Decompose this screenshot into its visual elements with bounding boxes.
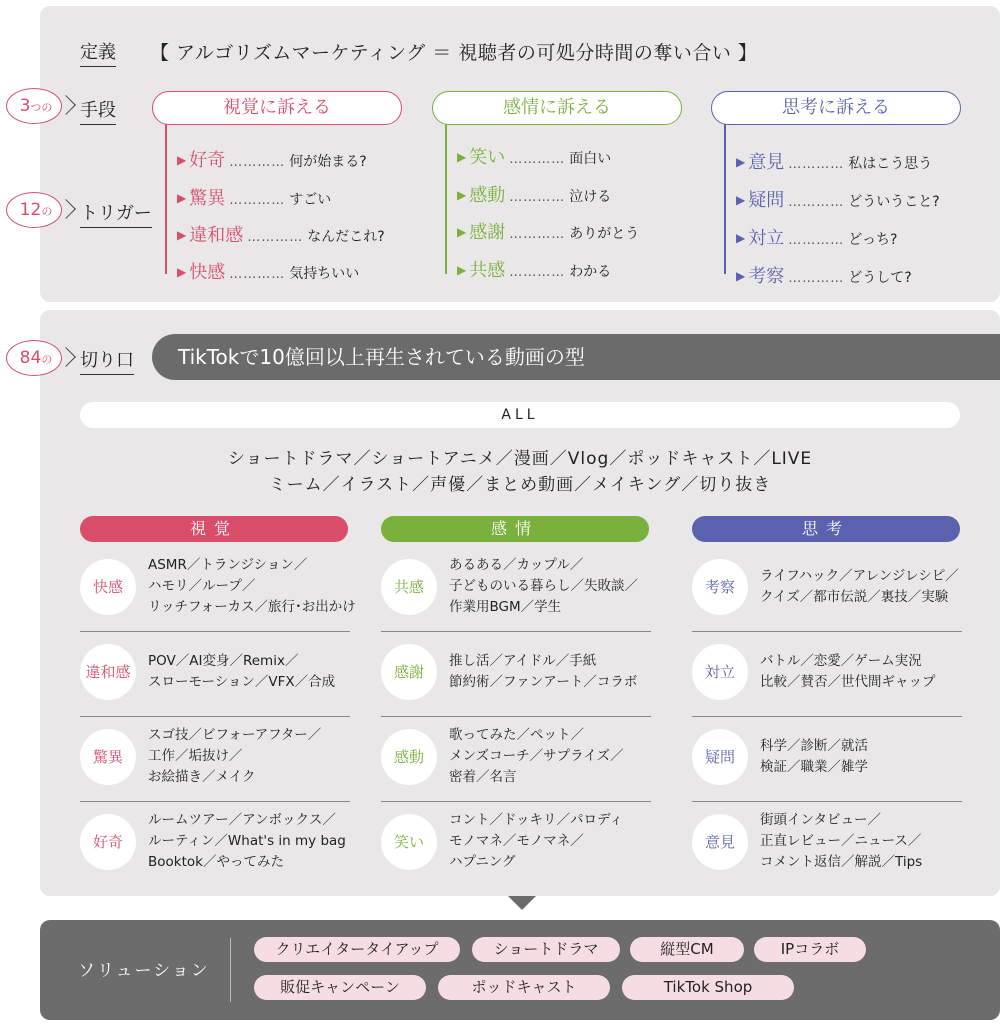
column-header: 感情 [381, 516, 649, 542]
row-separator [692, 716, 962, 717]
trigger-circle: 驚異 [80, 729, 136, 785]
format-line: 密着／名言 [449, 769, 517, 785]
format-list [449, 810, 623, 873]
row-separator [381, 801, 651, 802]
triggers-badge [4, 190, 68, 230]
triangle-right-icon: ▶ [457, 188, 467, 202]
format-list [148, 651, 335, 693]
category-line [724, 124, 726, 274]
definition-text: 【 アルゴリズムマーケティング ＝ 視聴者の可処分時間の奪い合い 】 [150, 42, 758, 64]
format-line: ハモリ／ループ／ [148, 578, 256, 594]
entry-label: 切り口 [80, 346, 134, 375]
triangle-right-icon: ▶ [457, 225, 467, 239]
format-line: 推し活／アイドル／手紙 [449, 652, 597, 669]
row-separator [692, 631, 962, 632]
leader-dots: ………… [788, 271, 845, 286]
trigger-item [177, 258, 359, 284]
badge-count: 84の [19, 348, 53, 368]
trigger-item [457, 143, 611, 169]
trigger-description: 私はこう思う [848, 156, 933, 172]
row-separator [381, 716, 651, 717]
format-list [449, 555, 638, 618]
trigger-description: ありがとう [569, 226, 640, 242]
leader-dots: ………… [247, 230, 304, 245]
trigger-description: わかる [569, 264, 612, 280]
trigger-item [736, 148, 932, 174]
trigger-circle: 違和感 [80, 644, 136, 700]
leader-dots: ………… [788, 233, 845, 248]
solution-pill: 縦型CM [630, 937, 744, 962]
format-list [148, 725, 321, 788]
format-list [760, 810, 922, 873]
triggers-label: トリガー [80, 199, 152, 228]
trigger-name: 感謝 [469, 222, 506, 243]
trigger-name: 対立 [748, 228, 785, 249]
triangle-right-icon: ▶ [736, 231, 746, 245]
trigger-item [177, 146, 367, 172]
column-header: 思考 [692, 516, 960, 542]
all-formats-line-1: ショートドラマ／ショートアニメ／漫画／Vlog／ポッドキャスト／LIVE [227, 449, 813, 469]
trigger-name: 感動 [469, 185, 506, 206]
trigger-name: 疑問 [748, 190, 785, 211]
solution-pill: クリエイタータイアップ [254, 937, 460, 962]
triangle-right-icon: ▶ [736, 269, 746, 283]
format-list [449, 651, 637, 693]
format-list [148, 810, 346, 873]
trigger-description: 面白い [569, 151, 612, 167]
format-line: Booktok／やってみた [148, 854, 284, 870]
trigger-description: なんだこれ? [307, 229, 385, 245]
badge-count: 3つの [19, 96, 53, 116]
trigger-description: どういうこと? [848, 194, 940, 210]
trigger-name: 笑い [469, 147, 506, 168]
means-label: 手段 [80, 96, 116, 125]
category-pill: 思考に訴える [711, 91, 961, 125]
trigger-item [457, 256, 611, 282]
trigger-description: すごい [289, 192, 332, 208]
format-list [760, 651, 936, 693]
format-list [760, 566, 959, 608]
format-line: クイズ／都市伝説／裏技／実験 [760, 588, 949, 605]
format-line: 検証／職業／雑学 [760, 758, 868, 775]
format-line: お絵描き／メイク [148, 769, 256, 785]
row-separator [80, 631, 350, 632]
trigger-name: 意見 [748, 152, 785, 173]
triangle-right-icon: ▶ [177, 228, 187, 242]
trigger-item [177, 221, 385, 247]
entry-heading-bar: TikTokで10億回以上再生されている動画の型 [152, 334, 1000, 380]
format-line: 節約術／ファンアート／コラボ [449, 673, 638, 690]
format-line: 作業用BGM／学生 [449, 599, 562, 615]
triangle-right-icon: ▶ [457, 150, 467, 164]
row-separator [381, 631, 651, 632]
category-line [445, 124, 447, 274]
format-line: バトル／恋愛／ゲーム実況 [760, 652, 922, 669]
trigger-circle: 感謝 [381, 644, 437, 700]
format-line: スゴ技／ビフォーアフター／ [148, 727, 322, 743]
format-line: POV／AI変身／Remix／ [148, 652, 299, 669]
down-arrow-icon [508, 896, 536, 910]
triangle-right-icon: ▶ [457, 263, 467, 277]
trigger-item [177, 184, 331, 210]
leader-dots: ………… [509, 265, 566, 280]
triangle-right-icon: ▶ [736, 193, 746, 207]
trigger-name: 好奇 [189, 150, 226, 171]
format-line: メンズコーチ／サプライズ／ [449, 748, 624, 764]
format-line: あるある／カップル／ [449, 557, 584, 573]
format-line: リッチフォーカス／旅行･お出かけ [148, 599, 356, 615]
format-line: 比較／賛否／世代間ギャップ [760, 673, 936, 690]
trigger-circle: 快感 [80, 559, 136, 615]
entry-badge [4, 338, 68, 378]
leader-dots: ………… [788, 157, 845, 172]
category-pill: 視覚に訴える [152, 91, 402, 125]
trigger-description: どっち? [848, 232, 898, 248]
trigger-name: 違和感 [189, 225, 244, 246]
trigger-circle: 笑い [381, 814, 437, 870]
format-list [148, 555, 356, 618]
means-badge [4, 86, 68, 126]
leader-dots: ………… [229, 155, 286, 170]
trigger-description: 泣ける [569, 189, 612, 205]
leader-dots: ………… [229, 193, 286, 208]
format-line: 工作／垢抜け／ [148, 748, 243, 764]
row-separator [80, 801, 350, 802]
triangle-right-icon: ▶ [177, 191, 187, 205]
all-formats-line-2: ミーム／イラスト／声優／まとめ動画／メイキング／切り抜き [268, 475, 772, 495]
format-line: ハプニング [449, 854, 516, 870]
format-line: ルーティン／What's in my bag [148, 833, 346, 849]
solution-pill: ショートドラマ [472, 937, 620, 962]
trigger-circle: 好奇 [80, 814, 136, 870]
row-separator [692, 801, 962, 802]
solution-pill: TikTok Shop [622, 975, 794, 1000]
format-line: ルームツアー／アンボックス／ [148, 812, 336, 828]
trigger-item [457, 181, 611, 207]
trigger-name: 驚異 [189, 188, 226, 209]
trigger-name: 考察 [748, 266, 785, 287]
trigger-circle: 疑問 [692, 729, 748, 785]
all-pill: ALL [80, 402, 960, 428]
leader-dots: ………… [509, 227, 566, 242]
solutions-label: ソリューション [78, 961, 210, 981]
triangle-right-icon: ▶ [177, 153, 187, 167]
triangle-right-icon: ▶ [177, 265, 187, 279]
trigger-description: 何が始まる? [289, 154, 367, 170]
solution-pill: IPコラボ [754, 937, 866, 962]
category-pill: 感情に訴える [432, 91, 682, 125]
format-list [449, 725, 624, 788]
trigger-circle: 意見 [692, 814, 748, 870]
leader-dots: ………… [229, 267, 286, 282]
trigger-description: どうして? [848, 270, 912, 286]
trigger-description: 気持ちいい [289, 266, 360, 282]
format-line: 街頭インタビュー／ [760, 812, 881, 828]
format-line: コメント返信／解説／Tips [760, 854, 923, 870]
category-line [165, 124, 167, 274]
solution-pill: 販促キャンペーン [254, 975, 426, 1000]
trigger-circle: 対立 [692, 644, 748, 700]
trigger-circle: 感動 [381, 729, 437, 785]
format-line: 子どものいる暮らし／失敗談／ [449, 578, 638, 594]
definition-label: 定義 [80, 38, 116, 67]
format-line: コント／ドッキリ／パロディ [449, 812, 623, 828]
leader-dots: ………… [788, 195, 845, 210]
trigger-circle: 共感 [381, 559, 437, 615]
trigger-circle: 考察 [692, 559, 748, 615]
badge-count: 12の [19, 200, 53, 220]
trigger-item [457, 218, 639, 244]
format-line: 歌ってみた／ペット／ [449, 727, 584, 743]
trigger-name: 快感 [189, 262, 226, 283]
format-list [760, 736, 868, 778]
format-line: ASMR／トランジション／ [148, 557, 308, 573]
leader-dots: ………… [509, 190, 566, 205]
trigger-item [736, 224, 897, 250]
format-line: 科学／診断／就活 [760, 737, 868, 754]
format-line: 正直レビュー／ニュース／ [760, 833, 922, 849]
format-line: スローモーション／VFX／合成 [148, 673, 336, 690]
format-line: モノマネ／モノマネ／ [449, 833, 584, 849]
trigger-item [736, 186, 940, 212]
trigger-name: 共感 [469, 260, 506, 281]
solutions-divider [230, 938, 231, 1002]
trigger-item [736, 262, 912, 288]
format-line: ライフハック／アレンジレシピ／ [760, 567, 959, 584]
triangle-right-icon: ▶ [736, 155, 746, 169]
solution-pill: ポッドキャスト [438, 975, 610, 1000]
row-separator [80, 716, 350, 717]
column-header: 視覚 [80, 516, 348, 542]
leader-dots: ………… [509, 152, 566, 167]
